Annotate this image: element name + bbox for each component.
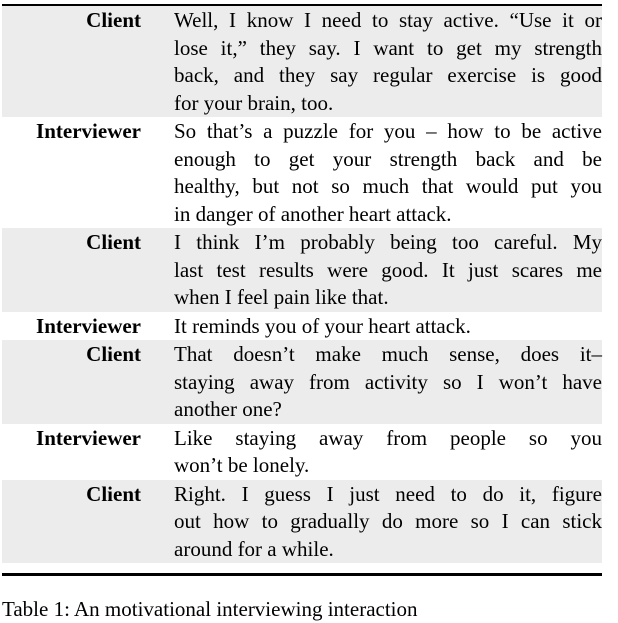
speaker-label: Interviewer bbox=[36, 313, 141, 338]
utterance-line: healthy, but not so much that would put you bbox=[174, 174, 602, 198]
speaker-label: Interviewer bbox=[36, 425, 141, 450]
utterance-text bbox=[174, 312, 602, 341]
utterance-text bbox=[174, 424, 602, 480]
utterance-line: Like staying away from people so you bbox=[174, 425, 602, 450]
speaker-label: Client bbox=[86, 481, 141, 506]
table-row bbox=[2, 312, 602, 341]
table-caption: Table 1: An motivational interviewing interaction bbox=[2, 597, 418, 621]
utterance-line: for your brain, too. bbox=[174, 90, 334, 115]
utterance-line: when I feel pain like that. bbox=[174, 285, 389, 309]
utterance-line: Well, I know I need to stay active. “Use it or bbox=[174, 8, 602, 32]
table-row bbox=[2, 228, 602, 312]
utterance-line: last test results were good. It just scares me bbox=[174, 257, 602, 282]
table-row bbox=[2, 117, 602, 228]
utterance-line: lose it,” they say. I want to get my strength bbox=[174, 35, 602, 60]
table-row bbox=[2, 424, 602, 480]
utterance-line: Right. I guess I just need to do it, figure bbox=[174, 481, 602, 506]
utterance-line: in danger of another heart attack. bbox=[174, 201, 452, 226]
utterance-text bbox=[174, 6, 602, 117]
dialogue-table bbox=[2, 4, 616, 576]
table-bottom-rule bbox=[2, 573, 602, 576]
utterance-text bbox=[174, 228, 602, 312]
speaker-label: Interviewer bbox=[36, 119, 141, 143]
utterance-line: enough to get your strength back and be bbox=[174, 146, 602, 171]
speaker-label: Client bbox=[86, 230, 141, 254]
utterance-text bbox=[174, 340, 602, 424]
utterance-line: It reminds you of your heart attack. bbox=[174, 313, 471, 338]
utterance-line: So that’s a puzzle for you – how to be active bbox=[174, 119, 602, 143]
utterance-line: around for a while. bbox=[174, 536, 334, 561]
utterance-line: back, and they say regular exercise is good bbox=[174, 63, 602, 87]
speaker-label: Client bbox=[86, 342, 141, 366]
utterance-line: another one? bbox=[174, 397, 282, 421]
table-row bbox=[2, 340, 602, 424]
table-row bbox=[2, 6, 602, 117]
utterance-text bbox=[174, 117, 602, 228]
utterance-line: I think I’m probably being too careful. My bbox=[174, 230, 602, 254]
utterance-line: That doesn’t make much sense, does it– bbox=[174, 342, 602, 366]
speaker-label: Client bbox=[86, 8, 141, 32]
utterance-text bbox=[174, 480, 602, 564]
utterance-line: won’t be lonely. bbox=[174, 453, 310, 477]
utterance-line: staying away from activity so I won’t have bbox=[174, 369, 602, 394]
utterance-line: out how to gradually do more so I can stick bbox=[174, 509, 602, 533]
table-body bbox=[2, 6, 616, 563]
table-row bbox=[2, 480, 602, 564]
